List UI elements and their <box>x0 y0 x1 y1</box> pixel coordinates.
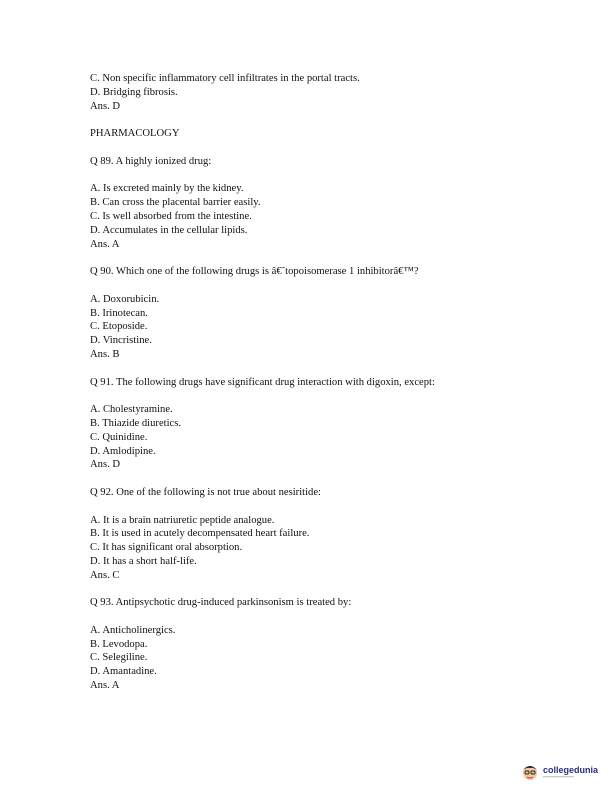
option-d: D. Accumulates in the cellular lipids. <box>90 224 248 236</box>
text-line: C. Non specific inflammatory cell infiltrates in the portal tracts. <box>90 73 360 84</box>
option-d: D. It has a short half-life. <box>90 555 197 567</box>
mascot-logo-icon <box>521 762 539 782</box>
answer-line: Ans. A <box>90 238 120 250</box>
option-b: B. Can cross the placental barrier easily. <box>90 197 261 209</box>
option-c: C. It has significant oral absorption. <box>90 542 243 554</box>
question-92: Q 92. One of the following is not true about nesiritide: <box>90 486 321 498</box>
option-d: D. Vincristine. <box>90 335 152 347</box>
option-a: A. Cholestyramine. <box>90 404 173 416</box>
logo-name: collegedunia <box>543 765 599 775</box>
answer-line: Ans. B <box>90 348 120 360</box>
document-page <box>90 72 570 693</box>
answer-line: Ans. D <box>90 459 121 471</box>
answer-line: Ans. A <box>90 680 120 692</box>
option-a: A. It is a brain natriuretic peptide analogue. <box>90 514 275 526</box>
option-b: B. It is used in acutely decompensated heart failure. <box>90 528 310 540</box>
answer-line: Ans. C <box>90 569 120 581</box>
question-90: Q 90. Which one of the following drugs is â€˜topoisomerase 1 inhibitorâ€™? <box>90 266 419 278</box>
option-d: D. Amantadine. <box>90 666 157 678</box>
answer-line: Ans. D <box>90 100 121 112</box>
question-91: Q 91. The following drugs have significant drug interaction with digoxin, except: <box>90 376 435 388</box>
option-c: C. Selegiline. <box>90 652 148 664</box>
logo-tagline-bar: ━━━━━━━━━━━━━━━━━ <box>543 775 574 779</box>
option-c: C. Quinidine. <box>90 431 148 443</box>
option-b: B. Thiazide diuretics. <box>90 417 182 429</box>
question-89: Q 89. A highly ionized drug: <box>90 155 212 167</box>
option-d: D. Amlodipine. <box>90 445 156 457</box>
section-title: PHARMACOLOGY <box>90 128 180 140</box>
question-93: Q 93. Antipsychotic drug-induced parkinsonism is treated by: <box>90 597 352 609</box>
text-line: D. Bridging fibrosis. <box>90 86 178 98</box>
option-c: C. Etoposide. <box>90 321 148 333</box>
option-a: A. Doxorubicin. <box>90 293 160 305</box>
option-b: B. Irinotecan. <box>90 307 148 319</box>
option-a: A. Anticholinergics. <box>90 624 176 636</box>
option-a: A. Is excreted mainly by the kidney. <box>90 183 244 195</box>
collegedunia-logo[interactable] <box>521 759 598 785</box>
option-b: B. Levodopa. <box>90 638 148 650</box>
option-c: C. Is well absorbed from the intestine. <box>90 210 252 222</box>
